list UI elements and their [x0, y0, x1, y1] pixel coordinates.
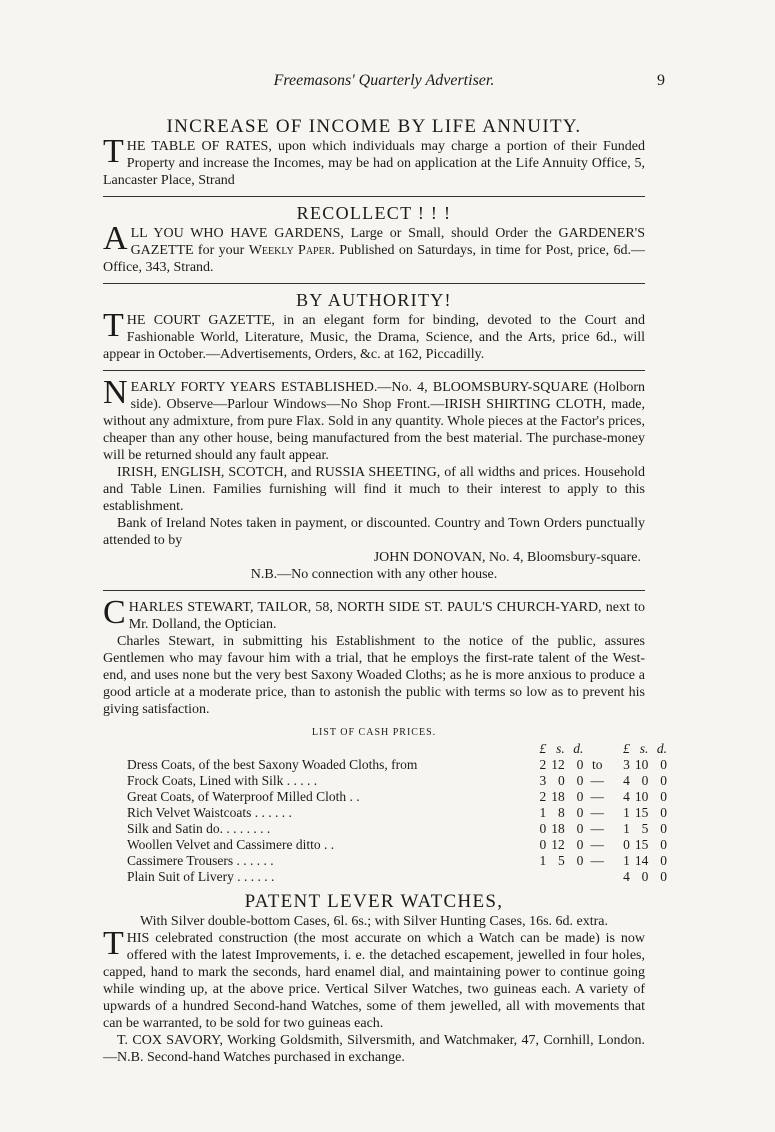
- price-value: 5: [641, 821, 649, 836]
- price-item: Frock Coats, Lined with Silk . . . . .: [127, 773, 318, 788]
- divider: [103, 196, 645, 197]
- price-value: 0: [576, 757, 584, 772]
- price-item: Silk and Satin do. . . . . . . .: [127, 821, 271, 836]
- price-value: 0: [641, 869, 649, 884]
- price-row: [127, 837, 667, 853]
- price-separator: —: [590, 805, 605, 820]
- ad-heading: PATENT LEVER WATCHES,: [244, 891, 504, 912]
- price-value: 3: [539, 773, 547, 788]
- price-separator: —: [590, 837, 605, 852]
- ad-signature: JOHN DONOVAN, No. 4, Bloomsbury-square.: [373, 550, 641, 565]
- price-item: Dress Coats, of the best Saxony Woaded Cloths, from: [127, 757, 418, 772]
- price-value: 12: [551, 757, 565, 772]
- ad-subheading: With Silver double-bottom Cases, 6l. 6s.; with Silver Hunting Cases, 16s. 6d. extra.: [139, 914, 608, 929]
- price-units-row: £ s. d. £ s. d.: [539, 741, 667, 756]
- price-value: 10: [634, 789, 649, 804]
- price-value: 5: [558, 853, 565, 868]
- ad-heading: RECOLLECT ! ! !: [296, 203, 452, 223]
- ad-court-gazette: [103, 292, 645, 363]
- price-value: 0: [576, 821, 584, 836]
- price-value: 18: [551, 789, 565, 804]
- price-value: 4: [623, 773, 630, 788]
- price-value: 0: [576, 853, 584, 868]
- price-row: [127, 789, 667, 805]
- drop-initial: T: [103, 925, 124, 962]
- price-separator: —: [590, 821, 605, 836]
- price-value: 0: [558, 773, 565, 788]
- ad-paragraph: IRISH, ENGLISH, SCOTCH, and RUSSIA SHEETING, of all widths and prices. Household and Table Linen. Families furnishing will find it much to their interest to apply to this establishment.: [103, 465, 645, 514]
- price-value: 4: [623, 869, 630, 884]
- price-value: 12: [551, 837, 565, 852]
- ad-body: THIS celebrated construction (the most accurate on which a Watch can be made) is now offered with the latest Improvements, i. e. the detached escapement, jewelled in four holes, capped, hand to mark the seconds, hard enamel dial, and maintaining power to continue going while winding up, at the above price. Vertical Silver Watches, two guineas each. A variety of upwards of a hundred Second-hand Watches, some of them jewelled, all with movements that can be warranted, to be sold for two guineas each.: [103, 925, 645, 1031]
- price-separator: —: [590, 853, 605, 868]
- ad-heading: BY AUTHORITY!: [296, 290, 452, 310]
- drop-initial: N: [103, 374, 128, 411]
- price-value: 0: [660, 805, 667, 820]
- ad-irish-linen: [103, 374, 645, 583]
- price-value: 0: [539, 837, 547, 852]
- price-value: 1: [539, 805, 547, 820]
- price-value: 0: [660, 789, 667, 804]
- divider: [103, 370, 645, 371]
- ad-body: NEARLY FORTY YEARS ESTABLISHED.—No. 4, BLOOMSBURY-SQUARE (Holborn side). Observe—Parlour Windows—No Shop Front.—IRISH SHIRTING CLOTH, made, without any admixture, from pure Flax. Sold in any quantity. Whole pieces at the Factor's prices, cheaper than any other house, being manufactured from the best material. The purchase-money will be returned should any fault appear.: [103, 374, 645, 463]
- ad-note: N.B.—No connection with any other house.: [250, 567, 498, 582]
- drop-initial: A: [103, 220, 128, 257]
- price-value: 0: [660, 869, 667, 884]
- price-item: Rich Velvet Waistcoats . . . . . .: [127, 805, 292, 820]
- ad-paragraph: T. COX SAVORY, Working Goldsmith, Silversmith, and Watchmaker, 47, Cornhill, London.—N.B. Second-hand Watches purchased in exchange.: [103, 1033, 645, 1065]
- price-row: [127, 805, 667, 821]
- price-row: [127, 821, 667, 837]
- price-table: [127, 741, 667, 885]
- price-item: Woollen Velvet and Cassimere ditto . .: [127, 837, 335, 852]
- price-row: [127, 853, 667, 869]
- running-header: [103, 72, 665, 92]
- price-value: 10: [634, 757, 649, 772]
- price-separator: to: [592, 757, 603, 772]
- ad-paragraph: Bank of Ireland Notes taken in payment, or discounted. Country and Town Orders punctually attended to by: [103, 516, 645, 548]
- price-value: 1: [623, 853, 630, 868]
- price-value: 0: [576, 789, 584, 804]
- ad-body: CHARLES STEWART, TAILOR, 58, NORTH SIDE ST. PAUL'S CHURCH-YARD, next to Mr. Dolland, the Optician.: [103, 594, 645, 632]
- price-item: Great Coats, of Waterproof Milled Cloth . .: [127, 789, 360, 804]
- price-value: 0: [660, 837, 667, 852]
- price-value: 2: [539, 789, 547, 804]
- ad-body: ALL YOU WHO HAVE GARDENS, Large or Small, should Order the GARDENER'S GAZETTE for your Weekly Paper. Published on Saturdays, in time for Post, price, 6d.—Office, 343, Strand.: [103, 220, 645, 275]
- divider: [103, 283, 645, 284]
- price-row: [127, 773, 667, 789]
- price-value: [546, 869, 565, 885]
- price-list-title: LIST OF CASH PRICES.: [311, 727, 437, 738]
- ad-heading: INCREASE OF INCOME BY LIFE ANNUITY.: [166, 116, 582, 137]
- price-value: 0: [660, 821, 667, 836]
- divider: [103, 590, 645, 591]
- price-value: 0: [539, 821, 547, 836]
- ad-watches: [103, 893, 645, 1066]
- price-separator: [583, 869, 611, 885]
- price-value: 0: [576, 773, 584, 788]
- price-value: 0: [660, 853, 667, 868]
- advertisements: [103, 116, 667, 1066]
- price-value: 8: [558, 805, 565, 820]
- ad-paragraph: Charles Stewart, in submitting his Establishment to the notice of the public, assures Gentlemen who may favour him with a trial, that he employs the first-rate talent of the West-end, and uses none but the very best Saxony Woaded Cloths; as he is more anxious to produce a good article at a moderate price, than to astonish the public with terms so low as to prevent his giving satisfaction.: [103, 634, 645, 717]
- price-value: 0: [576, 805, 584, 820]
- ad-gardeners-gazette: [103, 205, 645, 276]
- price-value: 0: [660, 773, 667, 788]
- price-separator: —: [590, 773, 605, 788]
- price-value: 1: [623, 821, 630, 836]
- ad-body: THE TABLE OF RATES, upon which individuals may charge a portion of their Funded Property and increase the Incomes, may be had on application at the Life Annuity Office, 5, Lancaster Place, Strand: [103, 133, 645, 188]
- price-value: 14: [634, 853, 649, 868]
- ad-life-annuity: [103, 118, 645, 189]
- price-value: 0: [641, 773, 649, 788]
- price-value: [528, 869, 547, 885]
- drop-initial: C: [103, 594, 126, 631]
- price-value: 15: [634, 837, 649, 852]
- price-value: 2: [539, 757, 547, 772]
- price-value: 18: [551, 821, 565, 836]
- price-separator: —: [590, 789, 605, 804]
- price-value: 0: [660, 757, 667, 772]
- price-item: Cassimere Trousers . . . . . .: [127, 853, 274, 868]
- price-item: Plain Suit of Livery . . . . . .: [127, 869, 275, 884]
- price-value: 1: [623, 805, 630, 820]
- price-value: [565, 869, 584, 885]
- drop-initial: T: [103, 133, 124, 170]
- price-row: [127, 757, 667, 773]
- price-value: 1: [539, 853, 547, 868]
- price-value: 0: [576, 837, 584, 852]
- price-value: 3: [623, 757, 630, 772]
- ad-body: THE COURT GAZETTE, in an elegant form for binding, devoted to the Court and Fashionable World, Literature, Music, the Drama, Science, and the Arts, price 6d., will appear in October.—Advertisements, Orders, &c. at 162, Piccadilly.: [103, 307, 645, 362]
- price-value: 0: [623, 837, 630, 852]
- drop-initial: T: [103, 307, 124, 344]
- ad-tailor: [103, 594, 667, 885]
- price-value: 15: [634, 805, 649, 820]
- page-number: 9: [657, 72, 665, 89]
- price-row: [127, 869, 667, 885]
- running-title: Freemasons' Quarterly Advertiser.: [273, 72, 495, 89]
- price-value: 4: [623, 789, 630, 804]
